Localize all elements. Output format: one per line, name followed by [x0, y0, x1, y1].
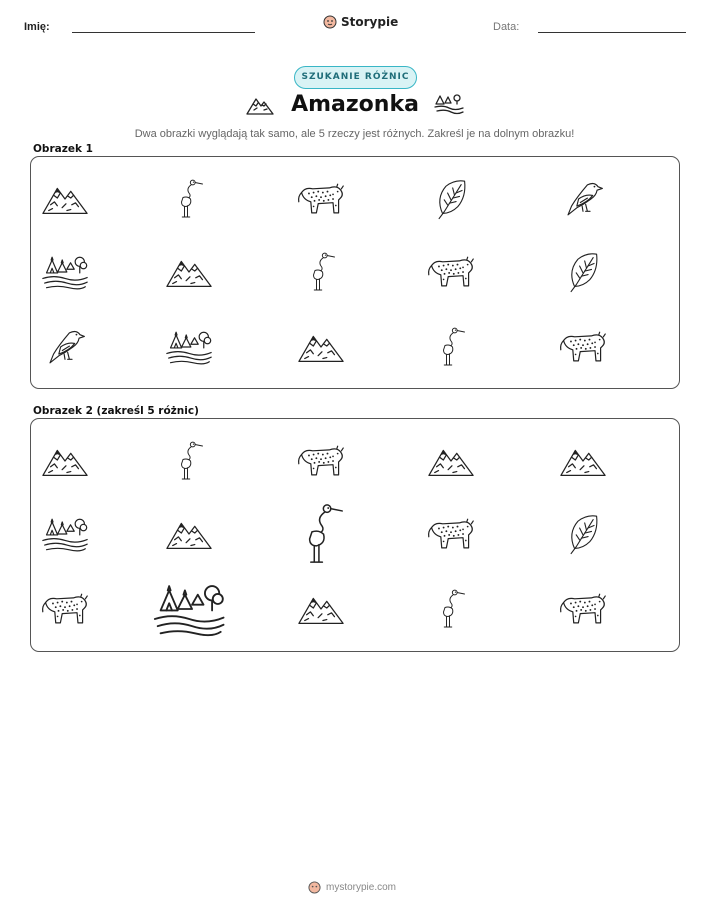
picture2-label: Obrazek 2 (zakreśl 5 różnic) — [33, 405, 199, 417]
village-icon — [30, 244, 100, 300]
mountain-decor-icon — [245, 94, 275, 116]
heron-icon[interactable] — [154, 433, 224, 489]
heron-icon[interactable] — [416, 581, 486, 637]
name-field[interactable] — [72, 32, 255, 33]
mountain-icon[interactable] — [154, 506, 224, 562]
name-label: Imię: — [24, 21, 50, 33]
mountain-icon — [154, 244, 224, 300]
brand-logo — [323, 15, 398, 29]
jaguar-icon[interactable] — [286, 433, 356, 489]
jaguar-icon — [548, 319, 618, 375]
heron-icon[interactable] — [266, 494, 376, 574]
date-label: Data: — [493, 21, 520, 33]
mountain-icon[interactable] — [30, 433, 100, 489]
heron-icon — [416, 319, 486, 375]
mountain-icon[interactable] — [548, 433, 618, 489]
picture1-label: Obrazek 1 — [33, 143, 93, 155]
bird-icon — [30, 319, 100, 375]
mountain-icon[interactable] — [416, 433, 486, 489]
picture2-panel[interactable] — [30, 418, 680, 652]
village-icon[interactable] — [30, 506, 100, 562]
village-icon — [154, 319, 224, 375]
village-decor-icon — [433, 92, 465, 116]
activity-badge: SZUKANIE RÓŻNIC — [294, 66, 417, 89]
page-title: Amazonka — [291, 92, 419, 117]
jaguar-icon[interactable] — [30, 581, 100, 637]
picture1-panel — [30, 156, 680, 389]
jaguar-icon[interactable] — [548, 581, 618, 637]
footer — [308, 881, 396, 894]
jaguar-icon[interactable] — [416, 506, 486, 562]
leaf-icon — [416, 171, 486, 227]
leaf-icon — [548, 244, 618, 300]
instructions-text: Dwa obrazki wyglądają tak samo, ale 5 rzeczy jest różnych. Zakreśl je na dolnym obrazku! — [134, 128, 575, 140]
jaguar-icon — [416, 244, 486, 300]
storypie-footer-icon — [308, 881, 321, 894]
bird-icon — [548, 171, 618, 227]
brand-name: Storypie — [341, 15, 399, 29]
jaguar-icon — [286, 171, 356, 227]
date-field[interactable] — [538, 32, 686, 33]
storypie-logo-icon — [323, 15, 337, 29]
mountain-icon — [286, 319, 356, 375]
heron-icon — [154, 171, 224, 227]
heron-icon — [286, 244, 356, 300]
village-icon[interactable] — [134, 569, 244, 649]
mountain-icon — [30, 171, 100, 227]
leaf-icon[interactable] — [548, 506, 618, 562]
footer-url[interactable]: mystorypie.com — [326, 882, 397, 893]
mountain-icon[interactable] — [286, 581, 356, 637]
